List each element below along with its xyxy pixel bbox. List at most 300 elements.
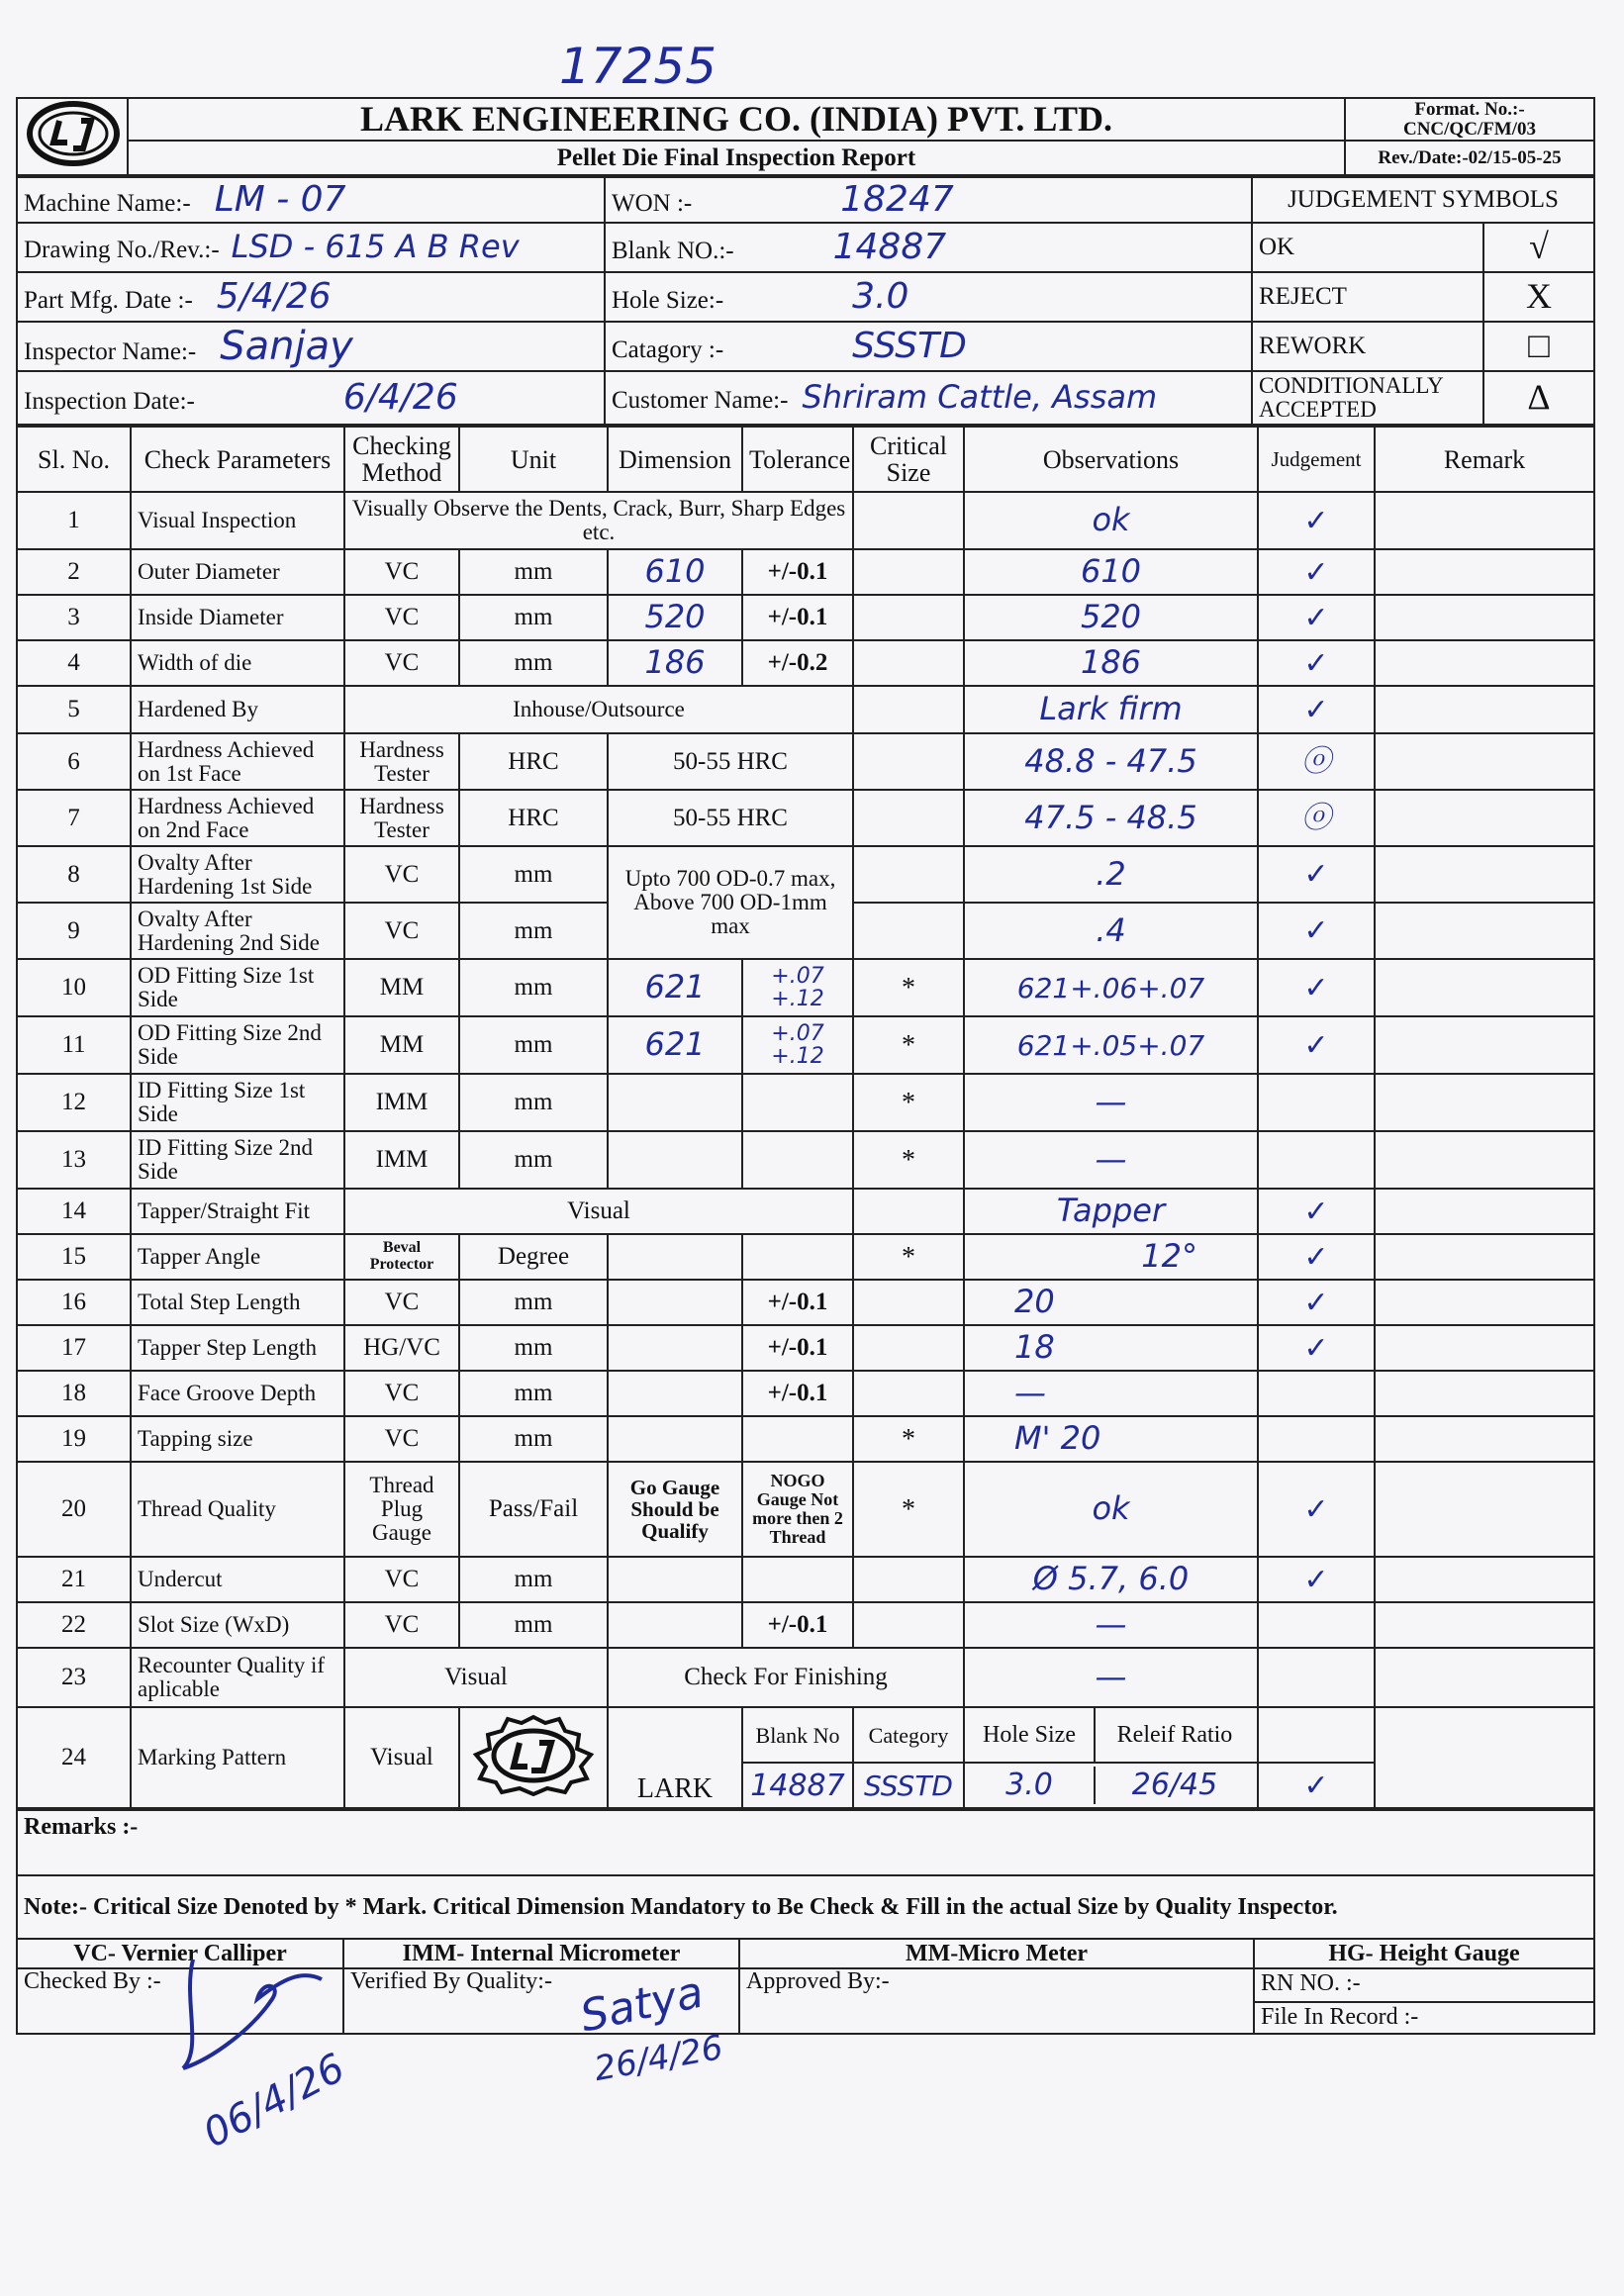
table-row [17,1371,1594,1416]
dimension [608,1602,742,1648]
symbol-ok: √ [1483,223,1594,272]
won-field: WON :- 18247 [605,177,1252,223]
remark [1375,1325,1594,1371]
table-row [17,959,1594,1016]
observation: — [964,1371,1258,1416]
remarks: Remarks :- [17,1810,1594,1875]
revision-date: Rev./Date:-02/15-05-25 [1345,141,1594,175]
remark [1375,595,1594,640]
check-parameter: Tapping size [131,1416,344,1462]
judgement: ✓ [1258,640,1375,686]
critical-size: * [853,1462,964,1557]
dimension [608,1371,742,1416]
critical-size [853,1602,964,1648]
symbol-conditional: Δ [1483,371,1594,425]
sl-no: 3 [17,595,131,640]
unit: mm [459,1131,608,1189]
legend-mm: MM-Micro Meter [739,1939,1254,1968]
sl-no: 12 [17,1074,131,1131]
observation: ok [964,1462,1258,1557]
check-parameter: Thread Quality [131,1462,344,1557]
unit: mm [459,1325,608,1371]
sl-no: 17 [17,1325,131,1371]
check-parameter: Tapper Angle [131,1234,344,1280]
category-value: SSSTD [853,1763,964,1808]
drawing-value: LSD - 615 A B Rev [231,228,520,266]
critical-size: * [853,1016,964,1074]
critical-size [853,640,964,686]
table-row [17,733,1594,790]
unit: HRC [459,790,608,846]
won-value: 18247 [840,179,954,221]
critical-size [853,595,964,640]
hole-relief-value: 3.0 26/45 [964,1763,1258,1808]
observation: — [964,1648,1258,1707]
merged-criteria: Visually Observe the Dents, Crack, Burr, Sharp Edges etc. [344,492,853,549]
remark [1375,1280,1594,1325]
observation: 520 [964,595,1258,640]
dimension: 621 [608,1016,742,1074]
judgement [1258,1131,1375,1189]
marking-logo [459,1707,608,1808]
table-row [17,1016,1594,1074]
checking-method: MM [344,959,459,1016]
check-parameter: Slot Size (WxD) [131,1602,344,1648]
critical-size [853,492,964,549]
observation: Lark firm [964,686,1258,733]
observation: — [964,1074,1258,1131]
unit: mm [459,1416,608,1462]
check-parameter: Visual Inspection [131,492,344,549]
check-parameter: Ovalty After Hardening 1st Side [131,846,344,903]
unit: mm [459,595,608,640]
tolerance: +.07 +.12 [742,1016,853,1074]
remark [1375,1016,1594,1074]
sl-no: 6 [17,733,131,790]
dimension [608,1074,742,1131]
checking-method: MM [344,1016,459,1074]
checking-method: VC [344,1280,459,1325]
checking-method: Beval Protector [344,1234,459,1280]
table-row [17,1648,1594,1707]
company-name: LARK ENGINEERING CO. (INDIA) PVT. LTD. [128,98,1345,141]
unit: mm [459,1074,608,1131]
check-parameter: Hardness Achieved on 2nd Face [131,790,344,846]
inspector-value: Sanjay [220,324,353,370]
unit: mm [459,1602,608,1648]
machine-name-field: Machine Name:- LM - 07 [17,177,605,223]
hole-size-value: 3.0 [852,276,909,318]
inspector-field: Inspector Name:- Sanjay [17,322,605,371]
tolerance: NOGO Gauge Not more then 2 Thread [742,1462,853,1557]
judgement-symbols-title: JUDGEMENT SYMBOLS [1252,177,1594,223]
check-parameter: OD Fitting Size 1st Side [131,959,344,1016]
check-parameter: Face Groove Depth [131,1371,344,1416]
sl-no: 10 [17,959,131,1016]
critical-size [853,686,964,733]
inspection-sheet [16,97,1593,2035]
check-parameter: Tapper Step Length [131,1325,344,1371]
dimension: 610 [608,549,742,595]
check-parameter: Hardness Achieved on 1st Face [131,733,344,790]
checking-method: Hardness Tester [344,733,459,790]
observation: .4 [964,903,1258,959]
table-row [17,595,1594,640]
table-row [17,1234,1594,1280]
remark [1375,1648,1594,1707]
remark [1375,1234,1594,1280]
remark [1375,1602,1594,1648]
file-in-record: File In Record :- [1261,2004,1419,2031]
inspection-table [16,426,1595,1809]
col-param: Check Parameters [131,427,344,492]
dimension: 520 [608,595,742,640]
checking-method: VC [344,846,459,903]
dimension [608,1416,742,1462]
approved-by: Approved By:- [739,1968,1254,2034]
col-remark: Remark [1375,427,1594,492]
remark [1375,1074,1594,1131]
checking-method: VC [344,549,459,595]
judgement [1258,1648,1375,1707]
sl-no: 4 [17,640,131,686]
verified-by-signature: Satya [576,1966,709,2043]
critical-size: * [853,959,964,1016]
unit: mm [459,1280,608,1325]
blank-no-value: 14887 [742,1763,853,1808]
dimension [608,1131,742,1189]
critical-size [853,1371,964,1416]
critical-size [853,846,964,903]
table-row [17,640,1594,686]
table-row [17,1602,1594,1648]
customer-field: Customer Name:- Shriram Cattle, Assam [605,371,1252,425]
format-number: Format. No.:-CNC/QC/FM/03 [1345,98,1594,141]
remark [1375,640,1594,686]
judgement [1258,1074,1375,1131]
inspection-date-value: 6/4/26 [342,377,458,419]
judgement: ✓ [1258,1234,1375,1280]
check-parameter: Ovalty After Hardening 2nd Side [131,903,344,959]
remark [1375,686,1594,733]
category-field: Catagory :- SSSTD [605,322,1252,371]
check-parameter: Outer Diameter [131,549,344,595]
remark [1375,1131,1594,1189]
unit: mm [459,549,608,595]
lark-text: LARK [608,1707,742,1808]
info-section [16,176,1595,426]
table-row [17,549,1594,595]
table-header-row [17,427,1594,492]
sl-no: 16 [17,1280,131,1325]
drawing-field: Drawing No./Rev.:- LSD - 615 A B Rev [17,223,605,272]
checking-method: IMM [344,1074,459,1131]
table-row [17,492,1594,549]
tolerance: +/-0.1 [742,595,853,640]
table-row [17,1557,1594,1602]
company-logo [17,98,128,175]
tolerance: +/-0.1 [742,1371,853,1416]
checking-method: Thread Plug Gauge [344,1462,459,1557]
unit: mm [459,640,608,686]
judgement: ✓ [1258,903,1375,959]
critical-size: * [853,1074,964,1131]
verified-by: Verified By Quality:- [343,1968,739,2034]
dimension [608,1557,742,1602]
remark [1375,959,1594,1016]
remark [1375,1371,1594,1416]
judgement: ⓞ [1258,790,1375,846]
judgement: ⓞ [1258,733,1375,790]
table-row [17,1189,1594,1234]
col-method: Checking Method [344,427,459,492]
judgement: ✓ [1258,1325,1375,1371]
table-row [17,1707,1594,1763]
report-header [16,97,1595,176]
judgement: ✓ [1258,846,1375,903]
critical-size [853,1189,964,1234]
observation: 48.8 - 47.5 [964,733,1258,790]
tolerance: +/-0.1 [742,549,853,595]
remark [1375,790,1594,846]
checking-method: Hardness Tester [344,790,459,846]
unit: mm [459,1016,608,1074]
table-row [17,790,1594,846]
observation: Ø 5.7, 6.0 [964,1557,1258,1602]
judgement: ✓ [1258,1189,1375,1234]
observation: ok [964,492,1258,549]
machine-name-value: LM - 07 [214,179,346,221]
sl-no: 8 [17,846,131,903]
sl-no: 9 [17,903,131,959]
critical-size [853,903,964,959]
remark [1375,549,1594,595]
symbol-ok-label: OK [1252,223,1483,272]
symbol-conditional-label: CONDITIONALLY ACCEPTED [1252,371,1483,425]
col-tolerance: Tolerance [742,427,853,492]
checked-by: Checked By :- [17,1968,343,2034]
category-header: Category [853,1707,964,1763]
dimension: Go Gauge Should be Qualify [608,1462,742,1557]
judgement: ✓ [1258,549,1375,595]
observation: .2 [964,846,1258,903]
category-value: SSSTD [852,326,967,367]
col-judgement: Judgement [1258,427,1375,492]
tolerance [742,1416,853,1462]
unit: mm [459,903,608,959]
checking-method: VC [344,903,459,959]
remark [1375,846,1594,903]
hole-relief-header: Hole Size Releif Ratio [964,1707,1258,1763]
merged-criteria: Inhouse/Outsource [344,686,853,733]
observation: — [964,1602,1258,1648]
customer-value: Shriram Cattle, Assam [802,378,1158,417]
observation: 12° [964,1234,1258,1280]
checking-method: IMM [344,1131,459,1189]
legend-imm: IMM- Internal Micrometer [343,1939,739,1968]
sl-no: 23 [17,1648,131,1707]
judgement [1258,1416,1375,1462]
critical-size [853,549,964,595]
dimension-tolerance: 50-55 HRC [608,733,853,790]
sl-no: 2 [17,549,131,595]
sl-no: 7 [17,790,131,846]
finishing-check: Check For Finishing [608,1648,964,1707]
verified-by-date: 26/4/26 [591,2027,726,2090]
tolerance: +/-0.1 [742,1325,853,1371]
judgement: ✓ [1258,959,1375,1016]
record-cell [1254,1968,1594,2034]
check-parameter: OD Fitting Size 2nd Side [131,1016,344,1074]
check-parameter: Hardened By [131,686,344,733]
tolerance: +/-0.2 [742,640,853,686]
sl-no: 5 [17,686,131,733]
critical-size [853,733,964,790]
remark [1375,1557,1594,1602]
tolerance [742,1234,853,1280]
table-row [17,846,1594,903]
critical-note: Note:- Critical Size Denoted by * Mark. Critical Dimension Mandatory to Be Check & Fill in the actual Size by Quality Inspector. [17,1875,1594,1939]
blank-value: 14887 [832,227,947,268]
sl-no: 20 [17,1462,131,1557]
unit: mm [459,959,608,1016]
unit: mm [459,1557,608,1602]
checking-method: VC [344,595,459,640]
judgement: ✓ [1258,1280,1375,1325]
sl-no: 22 [17,1602,131,1648]
dimension: 621 [608,959,742,1016]
check-parameter: Width of die [131,640,344,686]
check-parameter: Tapper/Straight Fit [131,1189,344,1234]
report-title: Pellet Die Final Inspection Report [128,141,1345,175]
checking-method: VC [344,1371,459,1416]
checking-method: VC [344,1557,459,1602]
observation: 621+.05+.07 [964,1016,1258,1074]
lark-logo-icon [468,1713,599,1796]
rn-number: RN NO. :- [1255,1969,1593,2003]
part-mfg-value: 5/4/26 [216,276,332,318]
judgement: ✓ [1258,1763,1375,1808]
unit: HRC [459,733,608,790]
observation: M' 20 [964,1416,1258,1462]
legend-vc: VC- Vernier Calliper [17,1939,343,1968]
symbol-reject: X [1483,272,1594,322]
remark [1375,1707,1594,1808]
observation: Tapper [964,1189,1258,1234]
check-parameter: Marking Pattern [131,1707,344,1808]
sl-no: 1 [17,492,131,549]
symbol-reject-label: REJECT [1252,272,1483,322]
dimension [608,1234,742,1280]
col-critical: Critical Size [853,427,964,492]
remark [1375,1462,1594,1557]
critical-size [853,790,964,846]
unit: Pass/Fail [459,1462,608,1557]
lark-logo-icon [26,99,121,168]
critical-size: * [853,1416,964,1462]
part-mfg-field: Part Mfg. Date :- 5/4/26 [17,272,605,322]
unit: mm [459,1371,608,1416]
check-parameter: ID Fitting Size 1st Side [131,1074,344,1131]
remark [1375,1189,1594,1234]
observation: 47.5 - 48.5 [964,790,1258,846]
col-dimension: Dimension [608,427,742,492]
dimension: 186 [608,640,742,686]
check-parameter: ID Fitting Size 2nd Side [131,1131,344,1189]
tolerance [742,1131,853,1189]
checking-method: Visual [344,1648,608,1707]
tolerance: +.07 +.12 [742,959,853,1016]
top-handwritten-number: 17255 [559,38,717,95]
judgement [1258,1707,1375,1763]
judgement: ✓ [1258,1016,1375,1074]
sl-no: 19 [17,1416,131,1462]
checking-method: VC [344,1416,459,1462]
remark [1375,903,1594,959]
sl-no: 13 [17,1131,131,1189]
critical-size: * [853,1131,964,1189]
judgement: ✓ [1258,686,1375,733]
checking-method: HG/VC [344,1325,459,1371]
unit: Degree [459,1234,608,1280]
judgement [1258,1602,1375,1648]
check-parameter: Undercut [131,1557,344,1602]
remark [1375,733,1594,790]
sl-no: 18 [17,1371,131,1416]
check-parameter: Total Step Length [131,1280,344,1325]
table-row [17,1416,1594,1462]
check-parameter: Inside Diameter [131,595,344,640]
critical-size [853,1557,964,1602]
symbol-rework: □ [1483,322,1594,371]
table-row [17,686,1594,733]
checked-by-date: 06/4/26 [196,2045,352,2157]
checking-method: VC [344,640,459,686]
remark [1375,492,1594,549]
observation: 621+.06+.07 [964,959,1258,1016]
blank-field: Blank NO.:- 14887 [605,223,1252,272]
legend-hg: HG- Height Gauge [1254,1939,1594,1968]
symbol-rework-label: REWORK [1252,322,1483,371]
check-parameter: Recounter Quality if aplicable [131,1648,344,1707]
critical-size: * [853,1234,964,1280]
checking-method: Visual [344,1707,459,1808]
sl-no: 24 [17,1707,131,1808]
judgement: ✓ [1258,1557,1375,1602]
observation: 610 [964,549,1258,595]
tolerance: +/-0.1 [742,1602,853,1648]
col-sl: Sl. No. [17,427,131,492]
dimension [608,1325,742,1371]
tolerance: +/-0.1 [742,1280,853,1325]
remark [1375,1416,1594,1462]
sl-no: 21 [17,1557,131,1602]
table-row [17,1325,1594,1371]
col-observations: Observations [964,427,1258,492]
observation: — [964,1131,1258,1189]
judgement: ✓ [1258,1462,1375,1557]
table-row [17,1074,1594,1131]
critical-size [853,1280,964,1325]
unit: mm [459,846,608,903]
table-row [17,1280,1594,1325]
critical-size [853,1325,964,1371]
dimension-tolerance: Upto 700 OD-0.7 max, Above 700 OD-1mm max [608,846,853,959]
inspection-date-field: Inspection Date:- 6/4/26 [17,371,605,425]
judgement: ✓ [1258,595,1375,640]
judgement: ✓ [1258,492,1375,549]
sl-no: 14 [17,1189,131,1234]
